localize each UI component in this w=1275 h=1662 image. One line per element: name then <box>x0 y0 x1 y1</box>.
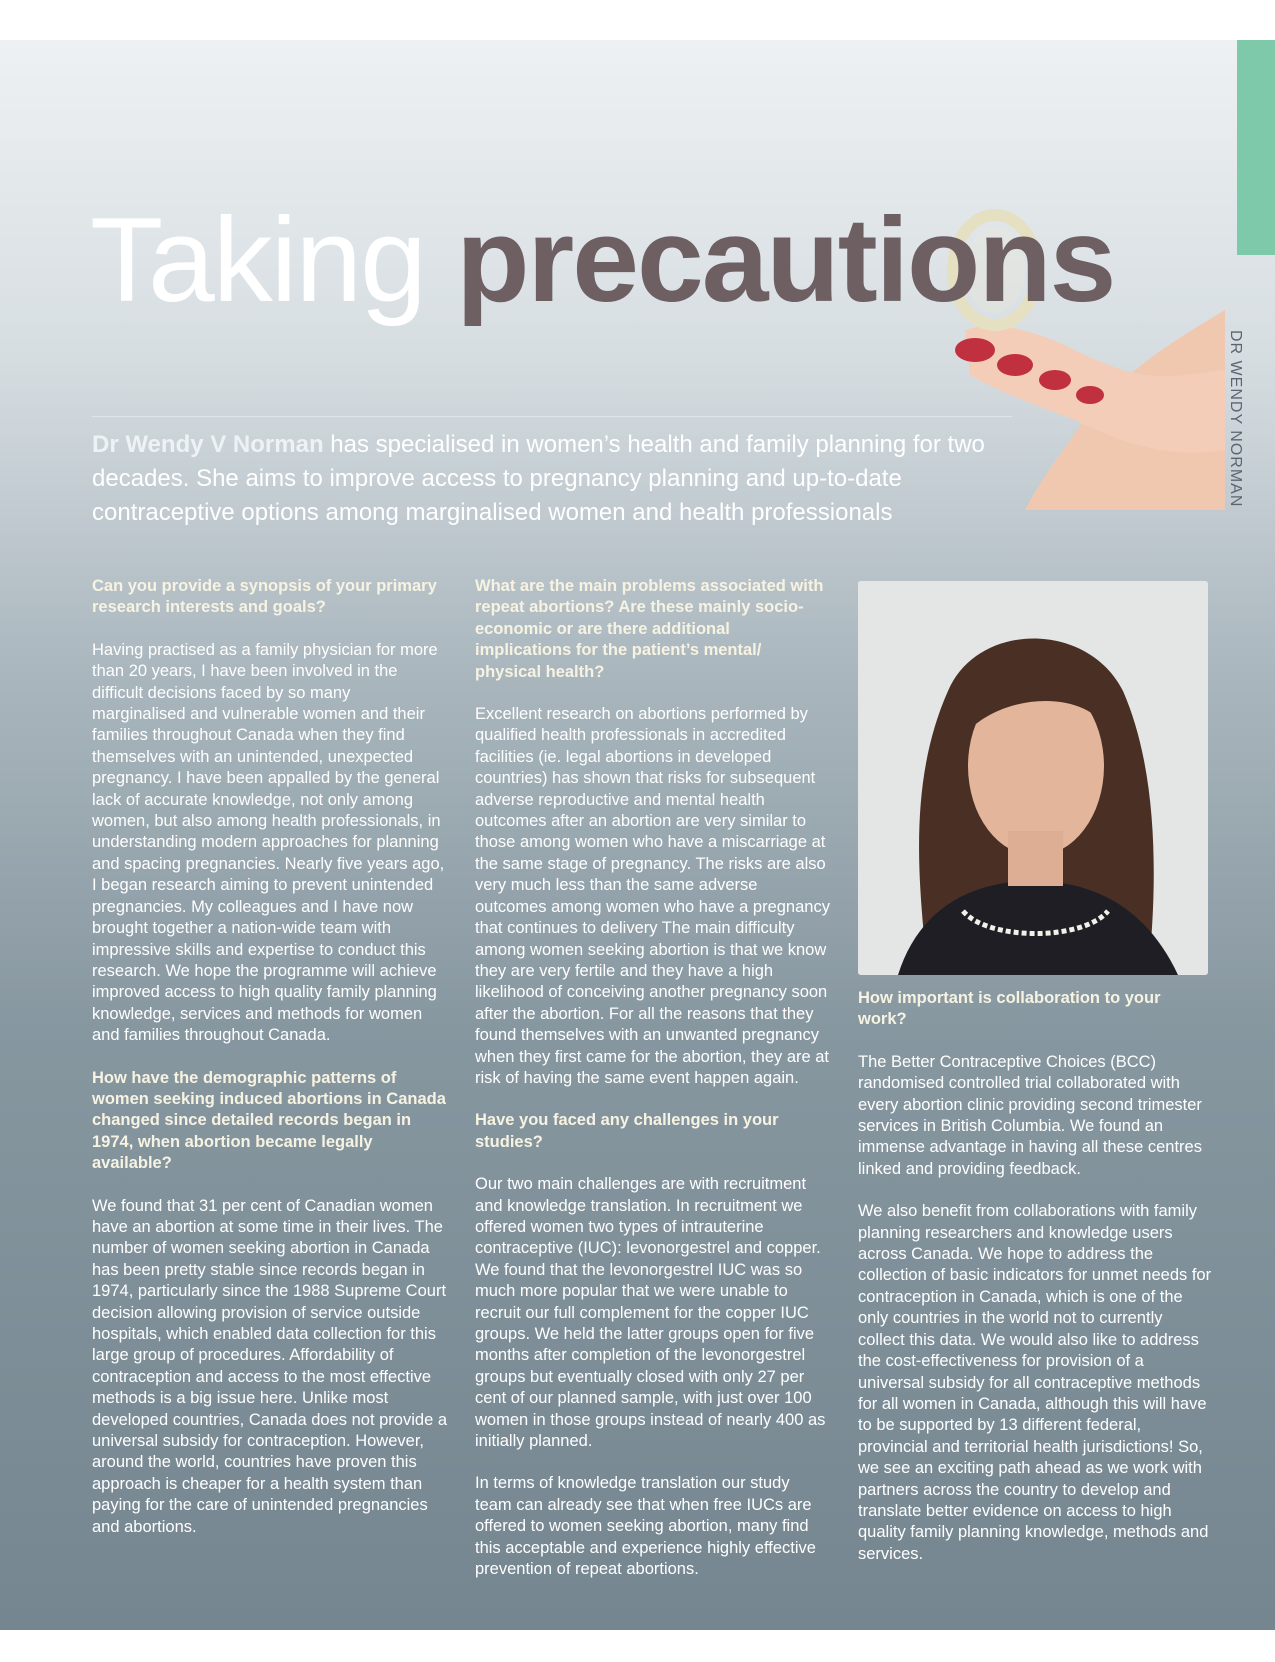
answer-research-interests: Having practised as a family physician for more than 20 years, I have been involved in the difficult decisions faced by so many marginalised and vulnerable women and their families throughout Canada when they find themselves with an unintended, unexpected pregnancy. I have been appalled by the general lack of accurate knowledge, not only among women, but also among health professionals, in understanding modern approaches for planning and spacing pregnancies. Nearly five years ago, I began research aiming to prevent unintended pregnancies. My colleagues and I have now brought together a nation-wide team with impressive skills and expertise to conduct this research. We hope the programme will achieve improved access to high quality family planning knowledge, services and methods for women and families throughout Canada. <box>92 640 445 1045</box>
question-collaboration: How important is collaboration to your work? <box>858 989 1161 1029</box>
intro-paragraph <box>92 428 1022 530</box>
divider <box>92 416 1012 417</box>
column-2 <box>475 576 830 1601</box>
portrait-photo <box>858 581 1208 975</box>
page-title <box>90 193 1115 327</box>
column-1 <box>92 576 447 1559</box>
question-demographic-patterns: How have the demographic patterns of women seeking induced abortions in Canada changed since detailed records began in 1974, when abortion became legally available? <box>92 1068 446 1173</box>
title-bold: precautions <box>456 193 1115 327</box>
column-3 <box>858 988 1213 1586</box>
portrait-illustration <box>858 581 1208 975</box>
answer-demographic-patterns: We found that 31 per cent of Canadian women have an abortion at some time in their lives. The number of women seeking abortion in Canada has been pretty stable since records began in 1974, particularly since the 1988 Supreme Court decision allowing provision of service outside hospitals, which enabled data collection for this large group of procedures. Affordability of contraception and access to the most effective methods is a big issue here. Unlike most developed countries, Canada does not provide a universal subsidy for contraception. However, around the world, countries have proven this approach is cheaper for a health system than paying for the care of unintended pregnancies and abortions. <box>92 1196 447 1536</box>
author-name: Dr Wendy V Norman <box>92 431 324 458</box>
question-repeat-abortions: What are the main problems associated with repeat abortions? Are these mainly socio-economic or are there additional implications for the patient’s mental/ physical health? <box>475 577 824 681</box>
answer-challenges-knowledge: In terms of knowledge translation our study team can already see that when free IUCs are offered to women seeking abortion, many find this acceptable and experience highly effective prevention of repeat abortions. <box>475 1474 816 1579</box>
question-challenges: Have you faced any challenges in your studies? <box>475 1111 779 1151</box>
answer-challenges-recruitment: Our two main challenges are with recruitment and knowledge translation. In recruitment we offered women two types of intrauterine contraceptive (IUC): levonorgestrel and copper. We found that the levonorgestrel IUC was so much more popular that we were unable to recruit our full complement for the copper IUC groups. We held the latter groups open for five months after completion of the levonorgestrel groups but eventually closed with only 27 per cent of our planned sample, with just over 100 women in those groups instead of nearly 400 as initially planned. <box>475 1175 826 1451</box>
title-light: Taking <box>90 193 425 327</box>
green-tab <box>1237 40 1275 255</box>
answer-repeat-abortions: Excellent research on abortions performed by qualified health professionals in accredited facilities (ie. legal abortions in developed countries) has shown that risks for subsequent adverse reproductive and mental health outcomes after an abortion are very similar to those among women who have a miscarriage at the same stage of pregnancy. The risks are also very much less than the same adverse outcomes among women who have a pregnancy that continues to delivery The main difficulty among women seeking abortion is that we know they are very fertile and they have a high likelihood of conceiving another pregnancy soon after the abortion. For all the reasons that they found themselves with an unwanted pregnancy when they first came for the abortion, they are at risk of having the same event happen again. <box>475 705 830 1087</box>
question-research-interests: Can you provide a synopsis of your primary research interests and goals? <box>92 577 437 617</box>
answer-collaboration-bcc: The Better Contraceptive Choices (BCC) randomised controlled trial collaborated with every abortion clinic providing second trimester services in British Columbia. We found an immense advantage in having all these centres linked and providing feedback. <box>858 1052 1202 1178</box>
side-label: DR WENDY NORMAN <box>1227 330 1244 508</box>
magazine-page <box>0 40 1275 1630</box>
intro-text: has specialised in women’s health and family planning for two decades. She aims to improve access to pregnancy planning and up-to-date contraceptive options among marginalised women and health professionals <box>92 431 985 526</box>
answer-collaboration-canada: We also benefit from collaborations with family planning researchers and knowledge users across Canada. We hope to address the collection of basic indicators for unmet needs for contraception in Canada, which is one of the only countries in the world not to currently collect this data. We would also like to address the cost-effectiveness for provision of a universal subsidy for all contraceptive methods for all women in Canada, although this will have to be supported by 13 different federal, provincial and territorial health jurisdictions! So, we see an exciting path ahead as we work with partners across the country to develop and translate better evidence on access to high quality family planning knowledge, methods and services. <box>858 1202 1212 1563</box>
